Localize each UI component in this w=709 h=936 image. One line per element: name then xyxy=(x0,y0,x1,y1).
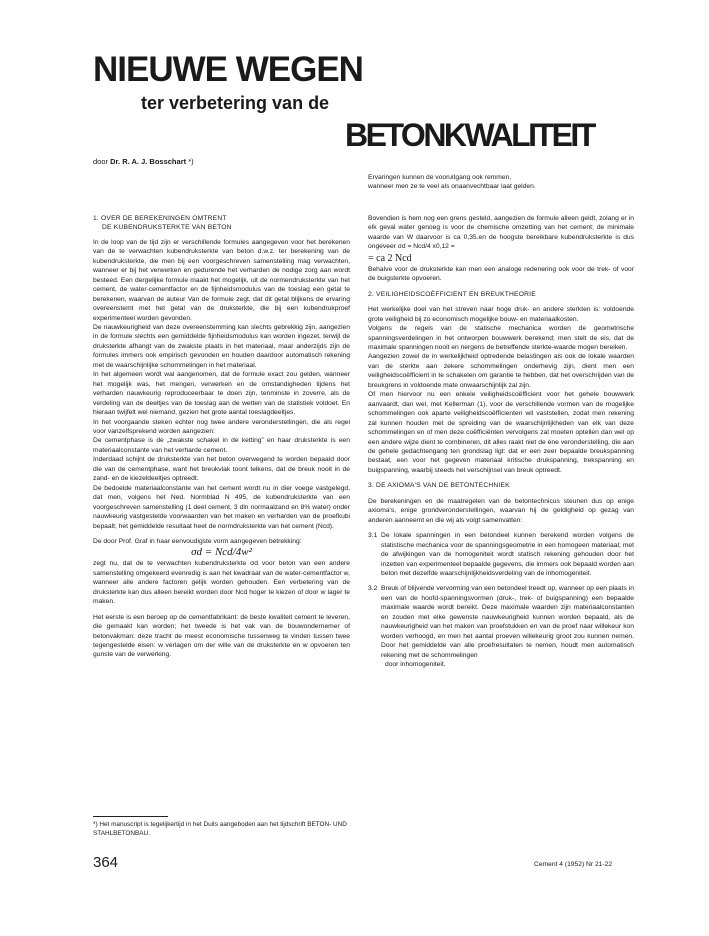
footnote xyxy=(93,821,350,838)
page-number: 364 xyxy=(93,854,119,871)
list-item xyxy=(368,584,634,669)
list-number: 3.2 xyxy=(368,585,378,593)
list-text: De lokale spanningen in een betondeel kunnen berekend worden volgens de statistische mechanica voor de spanningsgeometrie in een homogeen materiaal; met de afwijkingen van de homogeniteit wordt statisch rekening gehouden door het inzetten van experimenteel bepaalde gegevens, die immers ook bepaald worden aan beton met dezelfde waarschijnlijkheidsverdeling van de inhomogeniteit. xyxy=(381,532,634,577)
list-item xyxy=(368,531,634,578)
paragraph: Het eerste is een beroep op de cementfabrikant: de beste kwaliteit cement te leveren, die gemaakt kan worden; het tweede is het vak van de bouwondernemer of betonvakman: deze tracht de meest economische tussenweg te vinden tussen twee tegengestelde eisen: w verlagen om der wille van de druksterkte en w opvoeren ten gunste van de verwerking. xyxy=(93,613,350,659)
page-title: NIEUWE WEGEN xyxy=(93,50,363,89)
list-text-tail: door inhomogeniteit. xyxy=(385,661,446,669)
paragraph: Volgens de regels van de statische mechanica worden de geometrische spanningsverdelingen in het ontworpen bouwwerk berekend; men stelt de eis, dat de maximale spanningen nooit en nergens de betreffende sterkte-waarde mogen bereiken. xyxy=(368,325,634,351)
paragraph: In de loop van de tijd zijn er verschillende formules aangegeven voor het berekenen van de te verwachten kubendruksterkte van beton d.w.z. ter berekening van de kubendruksterkte, die men bij een voorgeschreven samenstelling mag verwachten, wanneer er bij het verwerken en gedurende het verharden de nodige zorg aan wordt besteed. Een dergelijke formule maakt het mogelijk, uit de normendruksterkte van het cement, de water-cementfactor en de fijnheidsmodulus van de toeslag een getal te berekenen, waarvan de auteur Van de formule zegt, dat dit getal blijkens de ervaring overeenstemt met het getal van de druksterkte, die bij een kubendrukproef experimenteel worden gevonden. xyxy=(93,238,350,322)
paragraph: De door Prof. Graf in haar eenvoudigste vorm aangegeven betrekking: xyxy=(93,537,302,545)
list-text: Breuk of blijvende vervorming van een betondeel treedt op, wanneer op een plaats in een van de hoofd-spanningsvormen (druk-, trek- of buigspanning) een bepaalde maximale waarde wordt bereikt. Deze maximale waarden zijn materiaalconstanten en zouden met elke gewenste nauwkeurigheid kunnen worden bepaald, als de nauwkeurigheid van het maken van proefstukken en van de proef naar willekeur kon worden verhoogd, en men het aantal proeven willekeurig groot zou kunnen nemen. Door het gemiddelde van alle proefresultaten te nemen, houdt men automatisch rekening met de schommelingen xyxy=(381,585,634,659)
journal-reference: Cement 4 (1952) Nr 21-22 xyxy=(534,861,613,868)
footnote-text: *) Het manuscript is tegelijkertijd in het Duits aangeboden aan het tijdschrift BETON- UND STAHLBETONBAU. xyxy=(93,821,347,837)
list-number: 3.1 xyxy=(368,532,378,540)
paragraph: Inderdaad schijnt de druksterkte van het beton overwegend te worden bepaald door die van de cementphase, want het breukvlak toont telkens, dat de breuk nooit in de zand- en de kiezeldeeltjes optreedt. xyxy=(93,456,350,483)
paragraph: De nauwkeurigheid van deze overeenstemming kan slechts gebrekkig zijn, aangezien in de formule slechts een gemiddelde fijnheidsmodulus kan worden ingezet, terwijl de druksterkte afhangt van de zwakste plaats in het materiaal, maar anderzijds zijn de formules immers ook empirisch gevonden en houden daardoor automatisch rekening met de waarschijnlijke schommelingen in het materiaal. xyxy=(93,323,350,369)
paragraph: De cementphase is de „zwakste schakel in de ketting” en haar druksterkte is een materiaalconstante van het verharde cement. xyxy=(93,437,350,454)
footnote-mark: *) xyxy=(188,157,194,166)
paragraph: In het voorgaande steken echter nog twee andere veronderstellingen, die als regel voor vanzelfsprekend worden aangezien: xyxy=(93,418,350,435)
formula-graf: σd = Ncd/4w² xyxy=(191,546,252,559)
author-prefix: door xyxy=(93,157,109,166)
paragraph: zegt nu, dat de te verwachten kubendruksterkte σd voor beton van een andere samenstelling omgekeerd evenredig is aan het kwadraat van de water-cementfactor w, wanneer alle andere factoren gelijk worden gehouden. Een verbetering van de druksterkte kan dus alleen bereikt worden door Ncd hoger te kiezen of door w lager te maken. xyxy=(93,560,350,606)
paragraph: De bedoelde materiaalconstante van het cement wordt nu in dier voege vastgelegd, dat men, volgens het Ned. Normblad N 495, de kubendruksterkte van een voorgeschreven samenstelling (1 deel cement, 3 dln normaalzand en 8% water) onder nauwkeurig vastgestelde voorwaarden van het maken en verharden van de proefkubi bepaalt; het gemiddelde resultaat heet de normdruksterkte van het cement (Ncd). xyxy=(93,484,350,530)
section-1-heading: 1. OVER DE BEREKENINGEN OMTRENT xyxy=(93,215,227,222)
paragraph: In het algemeen wordt wal aangenomen, dat de formule exact zou gelden, wanneer het mogelijk was, het mengen, verwerken en de omstandigheden tijdens het verharden nauwkeurig reproduceerbaar te doen zijn, tenminste in zoverre, als de verdeling van de deeltjes van de toeslag aan de wetten van de statistiek voldoet. En hieraan twijfelt wel niemand, gezien het grote aantal toeslagdeeltjes. xyxy=(93,371,350,417)
paragraph: Of men hiervoor nu een enkele veiligheidscoëfficient voor het gehele bouwwerk aanvaardt, dan wel, met Kellerman (1), voor de verschillende vormen van de mogelijke schommelingen ook aparte veiligheidscoëfficienten wil vaststellen, zodat men rekening zal kunnen houden met de spreiding van de waarschijnlijkheden van elk van deze schommelingen en of men deze coëfficiënten vervolgens zal moeten optellen dan wel op een andere wijze dient te combineren, dit alles raakt niet de éne veronderstelling, die aan de gehele gedachtengang ten grondslag ligt: dat er een zeer bepaalde breukspanning bestaat, een voor het gegeven materiaal kritische drukspanning, trekspanning en buigspanning, waarbij steeds het verschijnsel van breuk optreedt. xyxy=(368,391,634,474)
paragraph: De berekeningen en de maatregelen van de betontechnicus steunen dus op enige axioma's, enige grondveronderstellingen, waarvan hij de geldigheid op gezag van anderen aanneemt en die wij als volgt samenvatten: xyxy=(368,497,634,524)
footnote-divider xyxy=(93,816,168,817)
section-3-heading: 3. DE AXIOMA'S VAN DE BETONTECHNIEK xyxy=(368,482,510,490)
epigraph-line: Ervaringen kunnen de vooruitgang ook remmen, xyxy=(368,174,512,181)
formula-result: = ca 2 Ncd xyxy=(368,252,412,264)
epigraph xyxy=(368,173,634,192)
section-1-heading-line2: DE KUBENDRUKSTERKTE VAN BETON xyxy=(102,224,232,232)
paragraph: Het werkelijke doel van het streven naar hoge druk- en andere sterkten is: voldoende grote veiligheid bij zo economisch mogelijke bouw- en materiaalkosten. xyxy=(368,306,634,323)
paragraph: Behalve voor de druksterkte kan men een analoge redenering ook voor de trek- of voor de buigsterkte opvoeren. xyxy=(368,265,634,283)
epigraph-line: wanneer men ze te veel als onaanvechtbaar laat gelden. xyxy=(368,183,536,191)
right-column xyxy=(368,214,634,669)
title-subline: ter verbetering van de xyxy=(141,93,330,113)
title-keyword: BETONKWALITEIT xyxy=(345,117,594,153)
author-line xyxy=(93,157,194,166)
paragraph: Bovendien is hem nog een grens gesteld, aangezien de formule alleen geldt, zolang er in elk geval water genoeg is voor de chemische omzetting van het cement; de minimale waarde van W daarvoor is ca 0,35.en de hoogste bereikbare kubendruksterkte is dus ongeveer σd = Ncd/4 x0,12 = xyxy=(368,215,634,251)
section-2-heading: 2. VEILIGHEIDSCOËFFICIENT EN BREUKTHEORIE xyxy=(368,290,536,298)
paragraph: Aangezien zowel de in werkelijkheid optredende belastingen als ook de lokale waarden van de sterkte aan zekere schommelingen onderhevig zijn, dient men een veiligheidscoëfficient in te schakelen om garantie te hebben, dat het overschrijden van de breukgrens in voldoende mate onwaarschijnlijk zal zijn. xyxy=(368,353,634,389)
left-column xyxy=(93,214,350,660)
author-name: Dr. R. A. J. Bosschart xyxy=(110,157,187,166)
